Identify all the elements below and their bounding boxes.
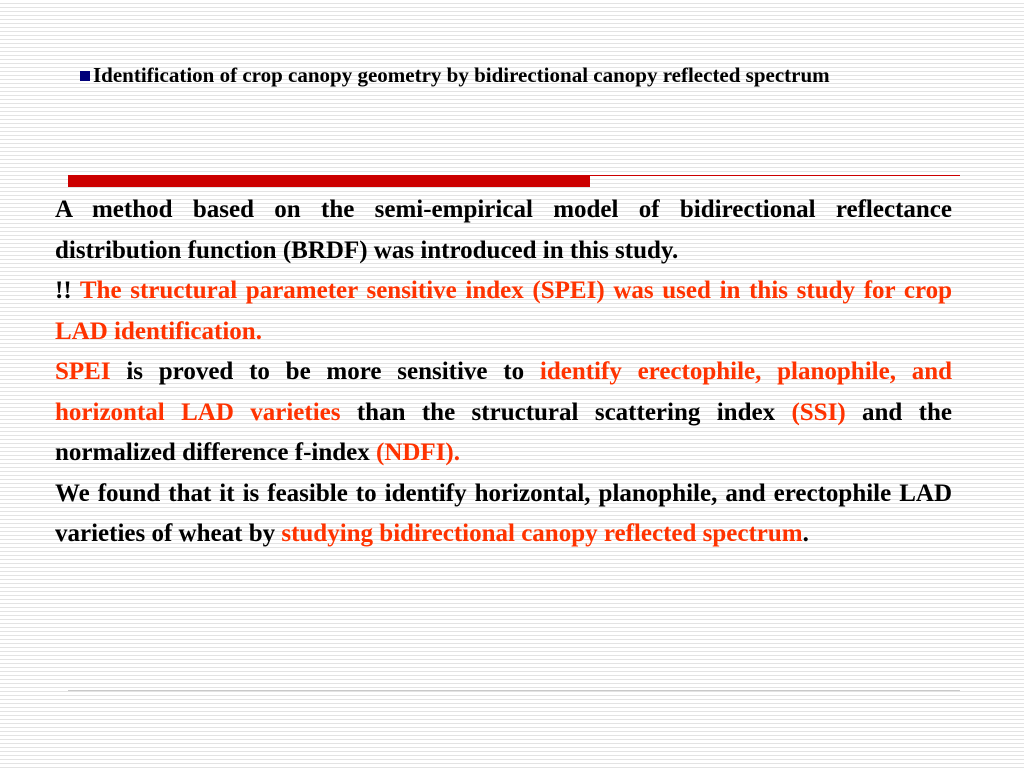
- text-segment: than the structural scattering index: [340, 398, 792, 426]
- title-divider: [68, 175, 960, 187]
- footer-divider: [68, 690, 960, 691]
- paragraph-conclusion: [55, 474, 952, 555]
- text-segment: A method based on the semi-empirical model of bidirectional reflectance distribution function (BRDF) was introduced in this study.: [55, 196, 952, 264]
- square-bullet-icon: [80, 71, 90, 81]
- text-segment: is proved to be more sensitive to: [110, 358, 540, 385]
- highlight-text: SPEI: [55, 358, 111, 385]
- text-segment: .: [802, 520, 809, 547]
- highlight-text: studying bidirectional canopy reflected spectrum: [281, 520, 803, 547]
- paragraph-spei-intro: [55, 271, 952, 352]
- slide-title: [80, 60, 900, 90]
- slide-title-text: Identification of crop canopy geometry by bidirectional canopy reflected spectrum: [93, 63, 830, 87]
- slide-body: [55, 190, 952, 555]
- highlight-text: (NDFI).: [376, 439, 461, 466]
- paragraph-method: [55, 190, 952, 271]
- text-segment: !!: [55, 277, 80, 304]
- text-segment: and the normalized difference f-index: [55, 398, 953, 466]
- paragraph-spei-comparison: [55, 352, 952, 474]
- highlight-text: (SSI): [791, 398, 846, 426]
- divider-red-bar: [68, 175, 590, 187]
- highlight-text: The structural parameter sensitive index (SPEI) was used in this study for crop LAD identification.: [55, 277, 952, 345]
- highlight-text: identify erectophile, planophile, and horizontal LAD varieties: [55, 358, 953, 426]
- text-segment: We found that it is feasible to identify horizontal, planophile, and erectophile LAD varieties of wheat by: [55, 479, 952, 547]
- divider-thin-line: [590, 175, 960, 176]
